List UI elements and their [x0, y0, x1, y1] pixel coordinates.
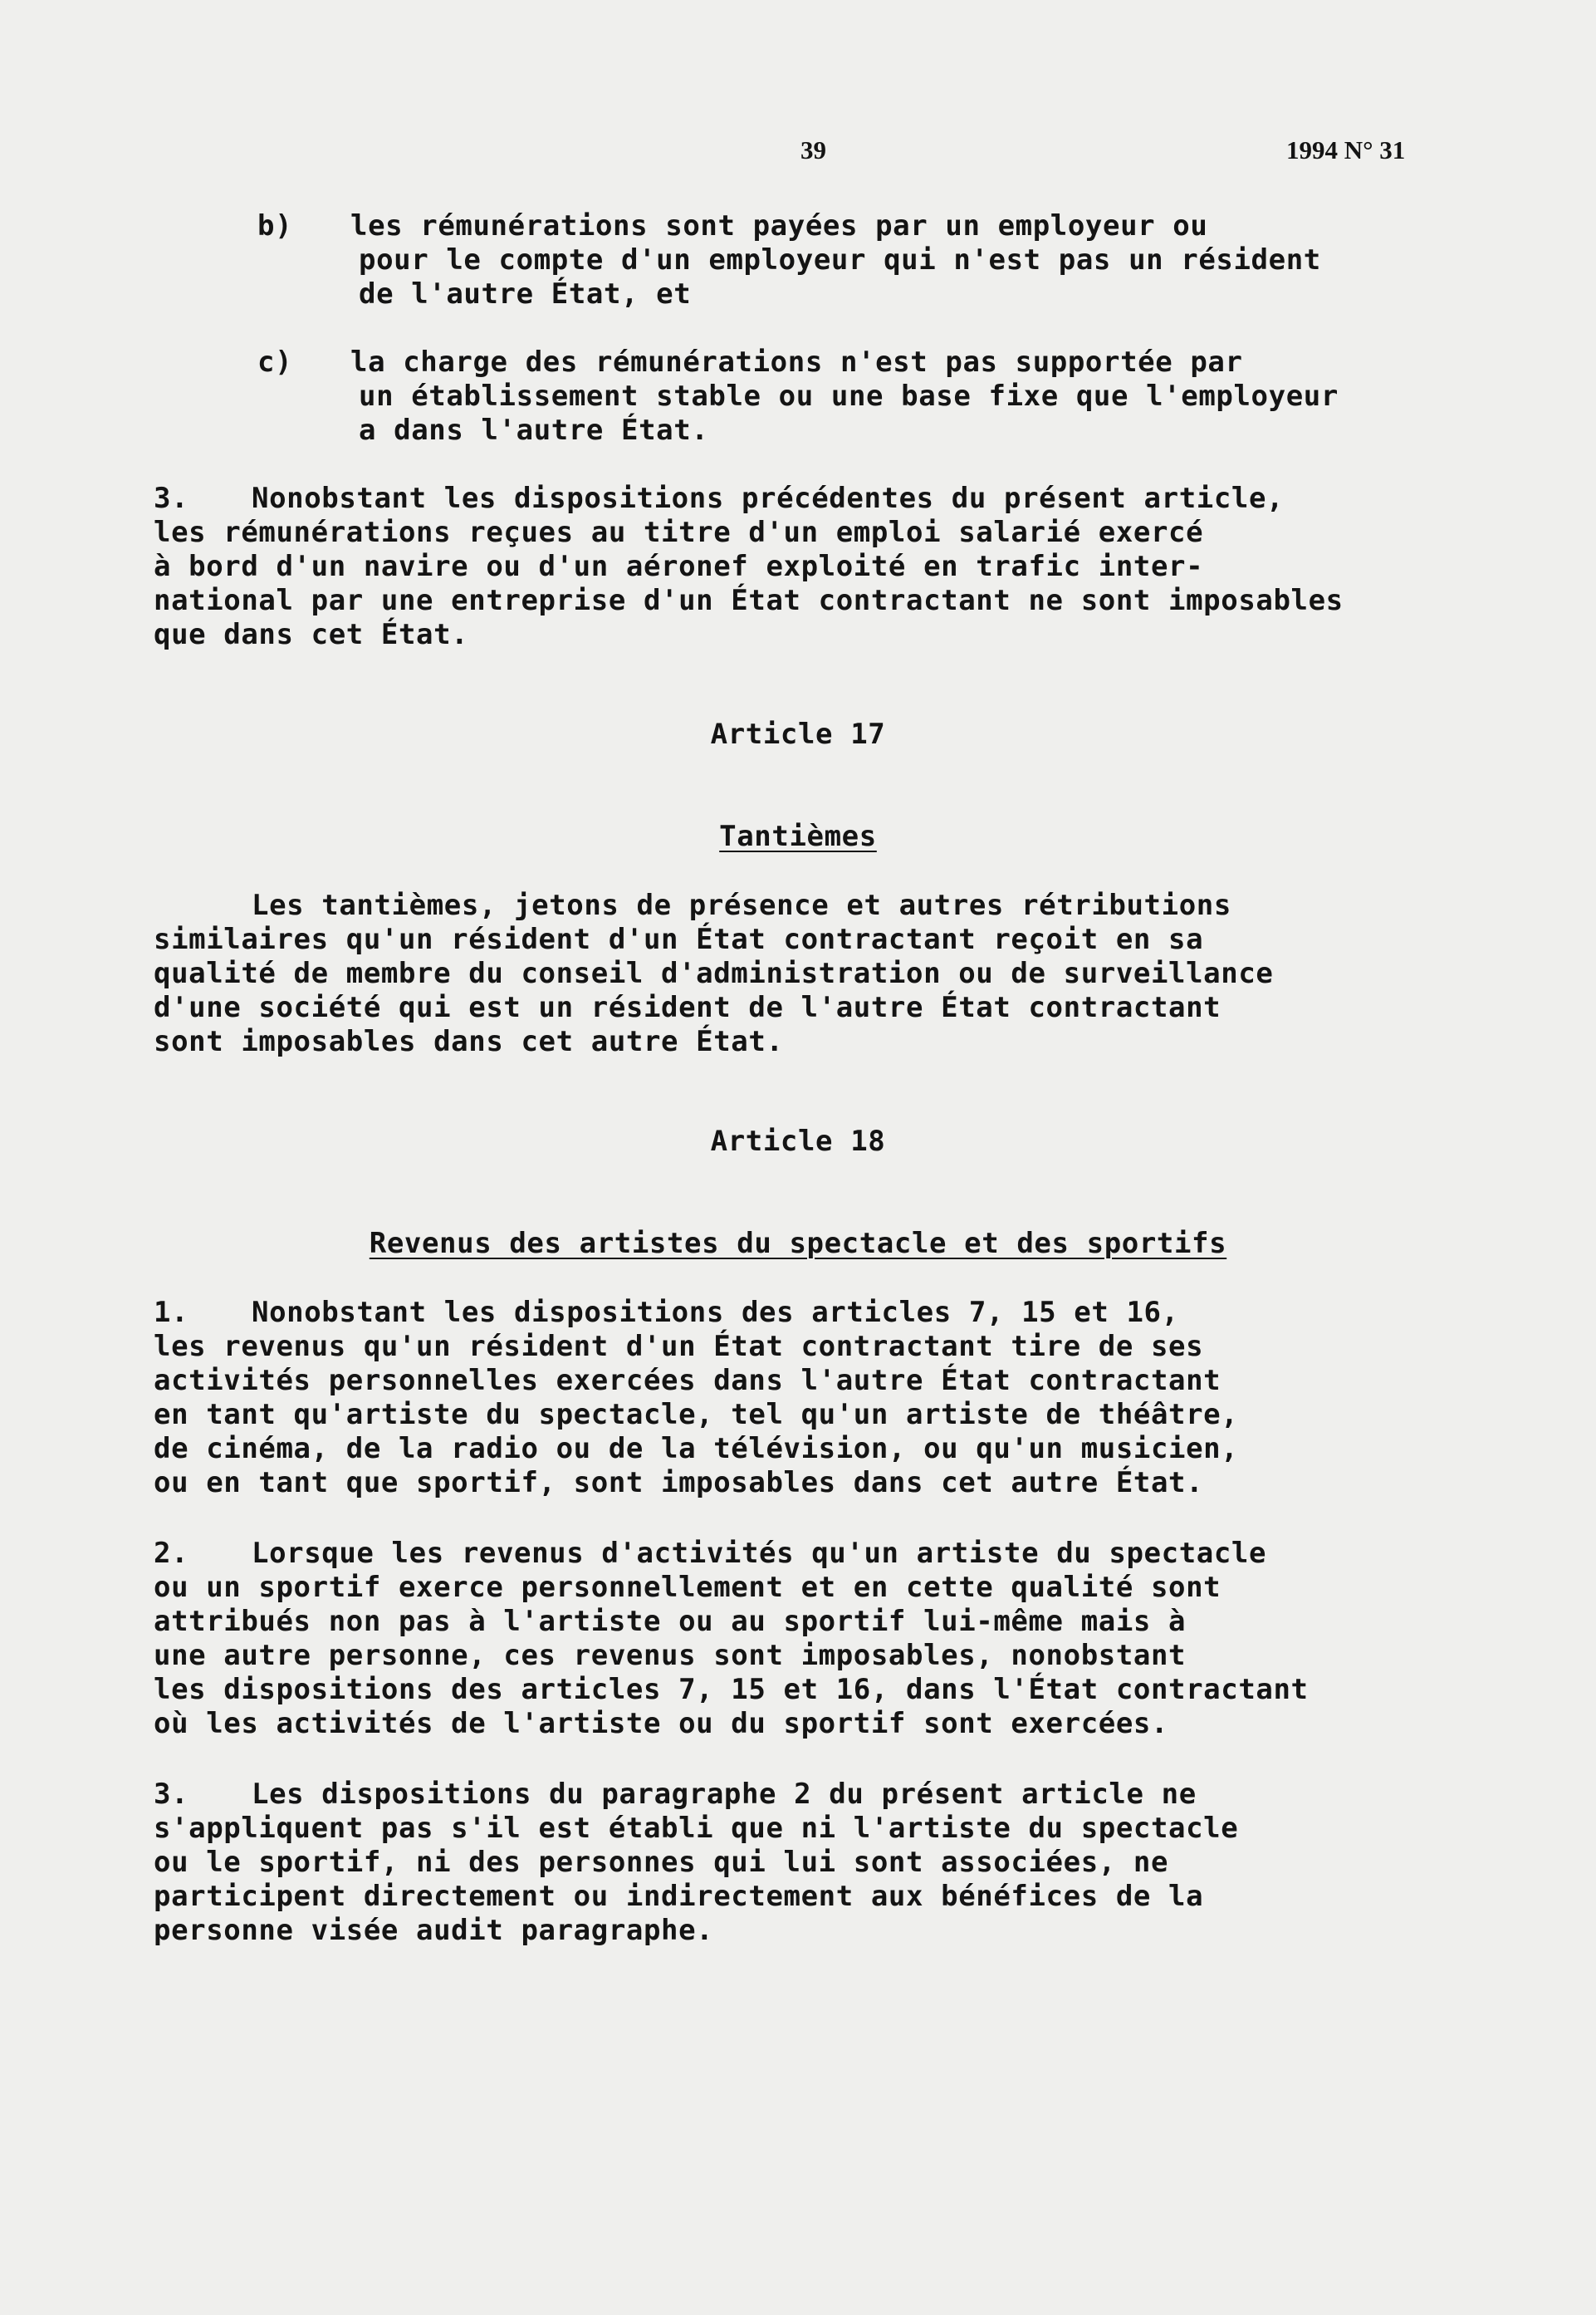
paragraph-line: qualité de membre du conseil d'administration ou de surveillance: [154, 957, 1274, 990]
paragraph-line: similaires qu'un résident d'un État contractant reçoit en sa: [154, 923, 1204, 956]
paragraph-line: sont imposables dans cet autre État.: [154, 1025, 784, 1058]
paragraph-line: participent directement ou indirectement aux bénéfices de la: [154, 1880, 1204, 1913]
paragraph-line: ou un sportif exerce personnellement et en cette qualité sont: [154, 1571, 1221, 1604]
paragraph-line: Lorsque les revenus d'activités qu'un artiste du spectacle: [252, 1537, 1267, 1570]
item-line: pour le compte d'un employeur qui n'est pas un résident: [359, 243, 1321, 277]
paragraph-line: Nonobstant les dispositions des articles 7, 15 et 16,: [252, 1296, 1179, 1329]
paragraph-line: où les activités de l'artiste ou du sportif sont exercées.: [154, 1707, 1169, 1740]
article-18-paragraph-2: [154, 1537, 1309, 1741]
article-17-body: [154, 889, 1273, 1059]
paragraph-line: ou le sportif, ni des personnes qui lui sont associées, ne: [154, 1846, 1169, 1879]
item-marker: b): [257, 209, 293, 243]
item-marker: c): [257, 346, 293, 379]
item-line: les rémunérations sont payées par un employeur ou: [350, 209, 1208, 243]
paragraph-line: personne visée audit paragraphe.: [154, 1914, 714, 1947]
paragraph-number: 2.: [154, 1537, 189, 1570]
paragraph-line: les revenus qu'un résident d'un État contractant tire de ses: [154, 1330, 1204, 1363]
article-18-title-text: Revenus des artistes du spectacle et des sportifs: [369, 1227, 1227, 1260]
paragraph-line: que dans cet État.: [154, 618, 469, 651]
item-line: un établissement stable ou une base fixe que l'employeur: [359, 380, 1339, 413]
item-line: a dans l'autre État.: [359, 414, 709, 447]
item-line: de l'autre État, et: [359, 277, 692, 311]
paragraph-line: Nonobstant les dispositions précédentes du présent article,: [252, 482, 1285, 515]
paragraph-line: Les dispositions du paragraphe 2 du présent article ne: [252, 1778, 1197, 1811]
paragraph-number: 3.: [154, 482, 189, 515]
paragraph-line: une autre personne, ces revenus sont imposables, nonobstant: [154, 1639, 1187, 1672]
paragraph-line: à bord d'un navire ou d'un aéronef exploité en trafic inter-: [154, 550, 1204, 583]
item-line: la charge des rémunérations n'est pas supportée par: [350, 346, 1243, 379]
article-18-heading: Article 18: [710, 1125, 886, 1158]
paragraph-line: ou en tant que sportif, sont imposables dans cet autre État.: [154, 1466, 1204, 1499]
page-number: 39: [800, 135, 826, 164]
article-17-title-text: Tantièmes: [719, 820, 877, 853]
paragraph-line: les rémunérations reçues au titre d'un emploi salarié exercé: [154, 516, 1204, 549]
article-18-paragraph-3: [154, 1778, 1238, 1948]
article-18-paragraph-1: [154, 1296, 1238, 1500]
article-17-title: [0, 820, 1596, 854]
paragraph-line: en tant qu'artiste du spectacle, tel qu'un artiste de théâtre,: [154, 1398, 1239, 1431]
paragraph-line: national par une entreprise d'un État contractant ne sont imposables: [154, 584, 1344, 617]
paragraph-line: Les tantièmes, jetons de présence et autres rétributions: [252, 889, 1231, 922]
item-c: [257, 346, 1339, 448]
paragraph-line: attribués non pas à l'artiste ou au sportif lui-même mais à: [154, 1605, 1187, 1638]
paragraph-number: 3.: [154, 1778, 189, 1811]
paragraph-line: activités personnelles exercées dans l'autre État contractant: [154, 1364, 1221, 1397]
item-b: [257, 209, 1321, 311]
paragraph-number: 1.: [154, 1296, 189, 1329]
paragraph-line: d'une société qui est un résident de l'autre État contractant: [154, 991, 1221, 1024]
paragraph-line: de cinéma, de la radio ou de la télévision, ou qu'un musicien,: [154, 1432, 1239, 1465]
article-18-title: [0, 1227, 1596, 1261]
page-header: [0, 135, 1596, 169]
paragraph-line: les dispositions des articles 7, 15 et 16, dans l'État contractant: [154, 1673, 1309, 1706]
paragraph-line: s'appliquent pas s'il est établi que ni l'artiste du spectacle: [154, 1812, 1239, 1845]
article-17-heading: Article 17: [710, 718, 886, 751]
gazette-reference: 1994 N° 31: [1286, 135, 1406, 164]
paragraph-3-article-16: [154, 482, 1344, 652]
